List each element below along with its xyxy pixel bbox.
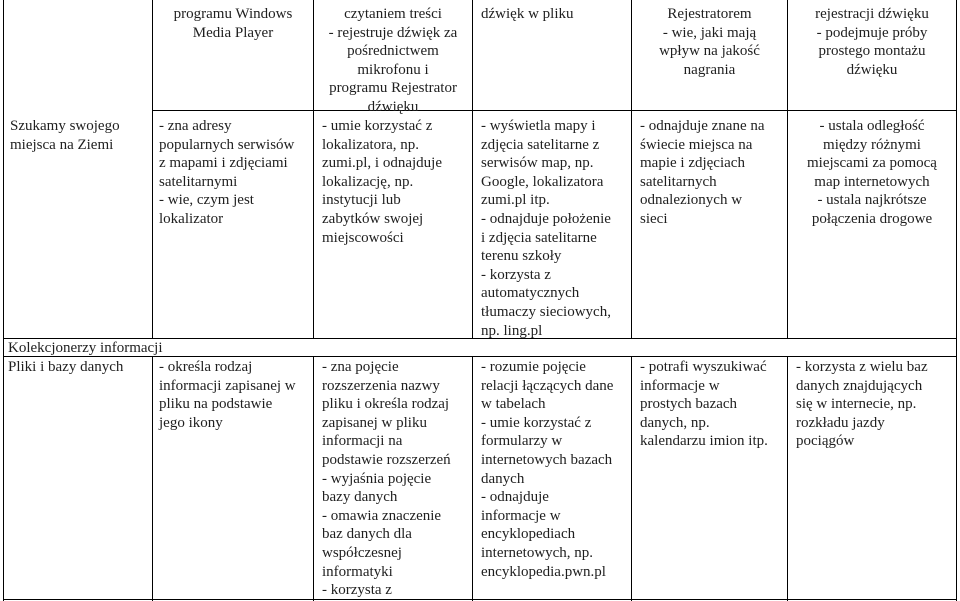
cell-level3: - wyświetla mapy i zdjęcia satelitarne z serwisów map, np. Google, lokalizatora zumi.pl itp. - odnajduje położenie i zdjęcia satelitarne terenu szkoły - korzysta z automatycznych tłumaczy sieciowych, np. ling.pl [481,118,611,339]
cell-topic-2: Pliki i bazy danych [8,359,124,375]
cell-level5-2: - korzysta z wielu baz danych znajdujących się w internecie, np. rozkładu jazdy pociągów [796,359,928,450]
cell-level5-continued: rejestracji dźwięku - podejmuje próby prostego montażu dźwięku [815,6,929,78]
column-divider-1b [152,356,153,601]
cell-level3-2: - rozumie pojęcie relacji łączących dane w tabelach - umie korzystać z formularzy w internetowych bazach danych - odnajduje informacje w encyklopediach internetowych, np. encyklopedia.pwn.pl [481,359,614,580]
cell-level4-continued: Rejestratorem - wie, jaki mają wpływ na jakość nagrania [659,6,760,78]
cell-level2-2: - zna pojęcie rozszerzenia nazwy pliku i określa rodzaj zapisanej w pliku informacji na podstawie rozszerzeń - wyjaśnia pojęcie bazy danych - omawia znaczenie baz danych dla współczesnej informatyki - korzysta z [322,359,451,599]
section-heading: Kolekcjonerzy informacji [8,340,163,356]
cell-level2-continued: czytaniem treści - rejestruje dźwięk za pośrednictwem mikrofonu i programu Rejestrator dźwięku [328,6,458,115]
cell-level4: - odnajduje znane na świecie miejsca na mapie i zdjęciach satelitarnych odnalezionych w sieci [640,118,765,227]
column-divider-3 [472,0,473,338]
column-divider-1 [152,0,153,338]
cell-topic: Szukamy swojego miejsca na Ziemi [10,118,120,153]
cell-level1: - zna adresy popularnych serwisów z mapami i zdjęciami satelitarnymi - wie, czym jest lokalizator [159,118,295,227]
table-border-left [3,0,4,601]
cell-level3-continued: dźwięk w pliku [481,6,574,22]
column-divider-5b [787,356,788,601]
cell-level1-2: - określa rodzaj informacji zapisanej w pliku na podstawie jego ikony [159,359,296,431]
table-border-bottom [3,599,957,600]
column-divider-4b [631,356,632,601]
cell-level2: - umie korzystać z lokalizatora, np. zumi.pl, i odnajduje lokalizację, np. instytucji lub zabytków swojej miejscowości [322,118,442,246]
row-divider-upper [152,110,957,111]
table-border-right [956,0,957,601]
cell-level4-2: - potrafi wyszukiwać informacje w prostych bazach danych, np. kalendarzu imion itp. [640,359,768,450]
column-divider-3b [472,356,473,601]
cell-level5: - ustala odległość między różnymi miejscami za pomocą map internetowych - ustala najkrótsze połączenia drogowe [807,118,937,227]
cell-level1-continued: programu Windows Media Player [173,6,293,41]
column-divider-2b [313,356,314,601]
